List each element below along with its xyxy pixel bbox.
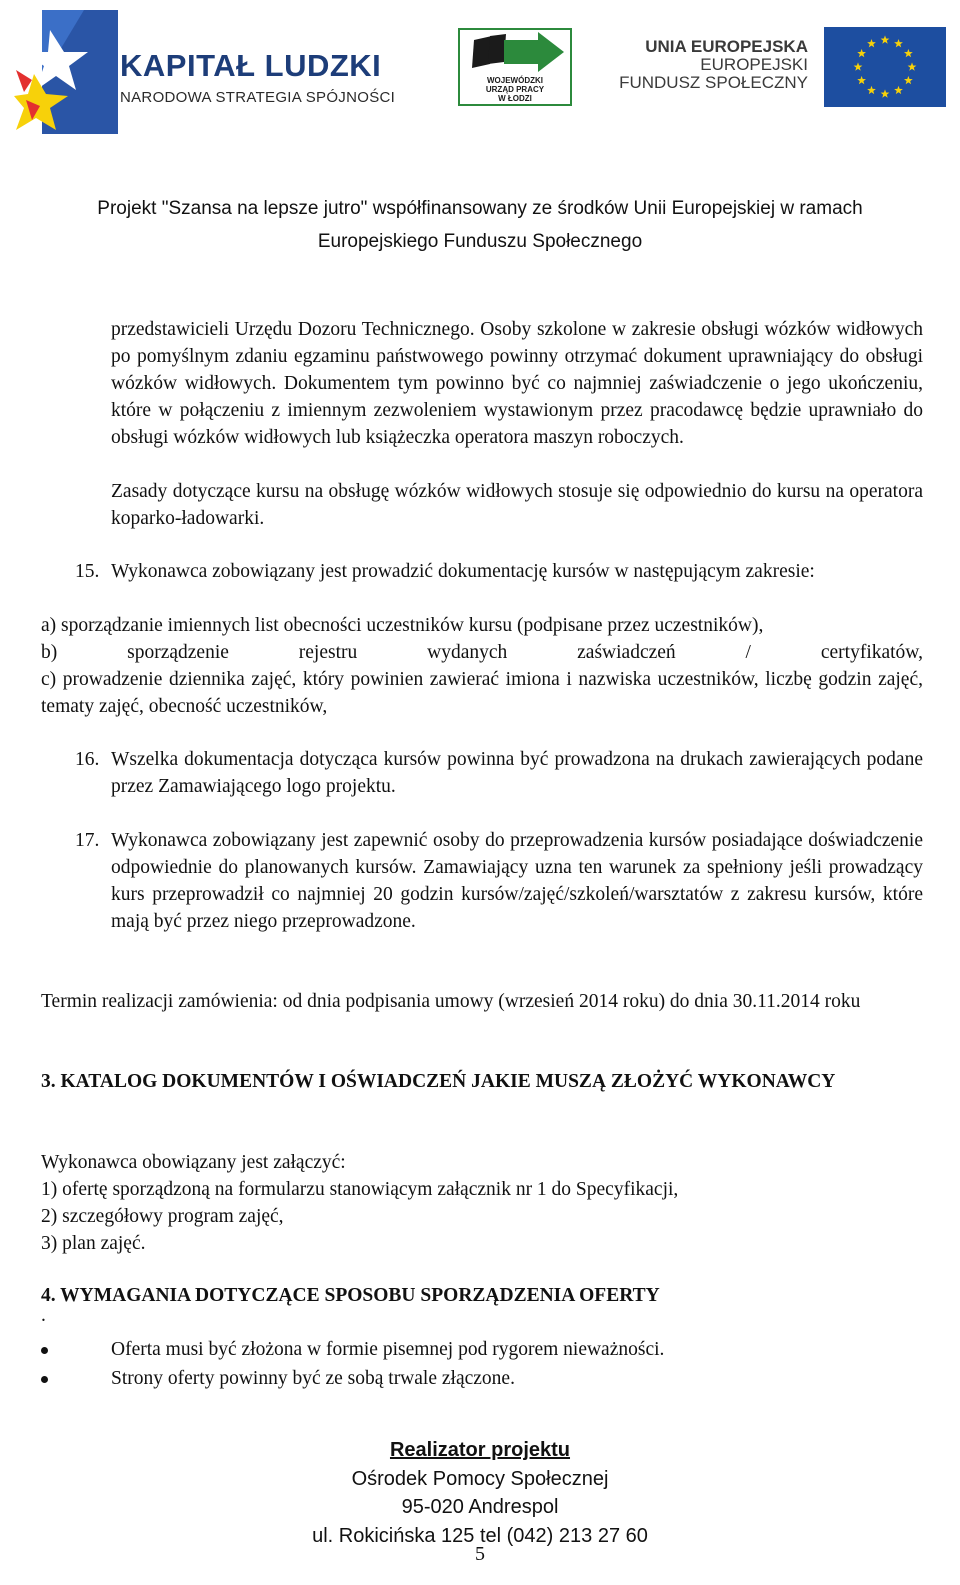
item-15-text: Wykonawca zobowiązany jest prowadzić dokumentację kursów w następującym zakresie:	[111, 561, 815, 582]
item-15-b: b) sporządzenie rejestru wydanych zaświadczeń / certyfikatów,	[41, 642, 923, 663]
item-15	[75, 558, 923, 585]
term-paragraph: Termin realizacji zamówienia: od dnia podpisania umowy (wrzesień 2014 roku) do dnia 30.11.2014 roku	[41, 991, 861, 1012]
eu-line-3: FUNDUSZ SPOŁECZNY	[619, 72, 808, 92]
footer-title: Realizator projektu	[389, 1439, 571, 1461]
section-4-heading: 4. WYMAGANIA DOTYCZĄCE SPOSOBU SPORZĄDZENIA OFERTY	[41, 1285, 660, 1306]
header-logos	[0, 0, 960, 140]
section-3-heading: 3. KATALOG DOKUMENTÓW I OŚWIADCZEŃ JAKIE MUSZĄ ZŁOŻYĆ WYKONAWCY	[41, 1071, 836, 1092]
eu-flag-icon	[824, 27, 946, 107]
project-line-1: Projekt "Szansa na lepsze jutro" współfinansowany ze środków Unii Europejskiej w ramach	[97, 198, 863, 219]
section-4-dot: .	[41, 1305, 46, 1326]
item-17	[75, 827, 923, 935]
wup-logo	[458, 28, 572, 106]
section-3-item-1: 1) ofertę sporządzoną na formularzu stanowiącym załącznik nr 1 do Specyfikacji,	[41, 1179, 679, 1200]
kapital-ludzki-title: KAPITAŁ LUDZKI	[120, 48, 382, 83]
eu-text	[619, 38, 808, 92]
item-16	[75, 746, 923, 800]
eu-line-2: EUROPEJSKI	[700, 54, 808, 74]
item-16-text: Wszelka dokumentacja dotycząca kursów powinna być prowadzona na drukach zawierających podane przez Zamawiającego logo projektu.	[111, 749, 923, 797]
wup-line-3: W ŁODZI	[498, 94, 532, 103]
item-15-number: 15.	[75, 561, 100, 582]
item-15-a: a) sporządzanie imiennych list obecności uczestników kursu (podpisane przez uczestników),	[41, 615, 764, 636]
bullet-icon	[41, 1347, 48, 1354]
wup-arrow-icon	[460, 32, 570, 78]
section-3-list	[41, 1149, 923, 1257]
section-3-item-3: 3) plan zajęć.	[41, 1233, 146, 1254]
wup-line-2: URZĄD PRACY	[485, 85, 545, 94]
section-4-bullet-2-text: Strony oferty powinny być ze sobą trwale złączone.	[111, 1368, 515, 1389]
item-16-number: 16.	[75, 749, 100, 770]
eu-line-1: UNIA EUROPEJSKA	[645, 37, 808, 56]
section-3-item-2: 2) szczegółowy program zajęć,	[41, 1206, 284, 1227]
page-number: 5	[475, 1543, 485, 1565]
footer	[0, 1436, 960, 1550]
project-header	[0, 192, 960, 258]
kapital-ludzki-text	[120, 50, 395, 106]
wup-caption	[460, 76, 570, 103]
kapital-ludzki-subtitle: NARODOWA STRATEGIA SPÓJNOŚCI	[120, 89, 396, 106]
section-4-bullet-1-text: Oferta musi być złożona w formie pisemnej pod rygorem nieważności.	[111, 1339, 665, 1360]
item-17-text: Wykonawca zobowiązany jest zapewnić osoby do przeprowadzenia kursów posiadające doświadczenie odpowiednie do planowanych kursów. Zamawiający uzna ten warunek za spełniony jeśli prowadzący kurs przeprowadził co najmniej 20 godzin kursów/zajęć/szkoleń/warsztatów z zakresu kursów, które mają być przez niego przeprowadzone.	[111, 830, 923, 932]
wup-line-1: WOJEWÓDZKI	[487, 76, 543, 85]
footer-org: Ośrodek Pomocy Społecznej	[351, 1467, 609, 1490]
footer-address: ul. Rokicińska 125 tel (042) 213 27 60	[312, 1524, 648, 1547]
item-15-c: c) prowadzenie dziennika zajęć, który powinien zawierać imiona i nazwiska uczestników, liczbę godzin zajęć, tematy zajęć, obecność uczestników,	[41, 669, 923, 717]
forklift-rules-paragraph: Zasady dotyczące kursu na obsługę wózków widłowych stosuje się odpowiednio do kursu na operatora koparko-ładowarki.	[111, 481, 923, 529]
project-line-2: Europejskiego Funduszu Społecznego	[317, 231, 643, 252]
section-3-intro: Wykonawca obowiązany jest załączyć:	[41, 1152, 346, 1173]
item-15-sublist	[41, 612, 923, 720]
item-17-number: 17.	[75, 830, 100, 851]
footer-city: 95-020 Andrespol	[401, 1496, 559, 1518]
bullet-icon	[41, 1376, 48, 1383]
intro-paragraph: przedstawicieli Urzędu Dozoru Technicznego. Osoby szkolone w zakresie obsługi wózków widłowych po pomyślnym zdaniu egzaminu państwowego powinny otrzymać dokument uprawniający do obsługi wózków widłowych. Dokumentem tym powinno być co najmniej zaświadczenie o jego ukończeniu, które w połączeniu z imiennym zezwoleniem wystawionym przez pracodawcę będzie uprawniało do obsługi wózków widłowych lub książeczka operatora maszyn roboczych.	[111, 319, 923, 448]
